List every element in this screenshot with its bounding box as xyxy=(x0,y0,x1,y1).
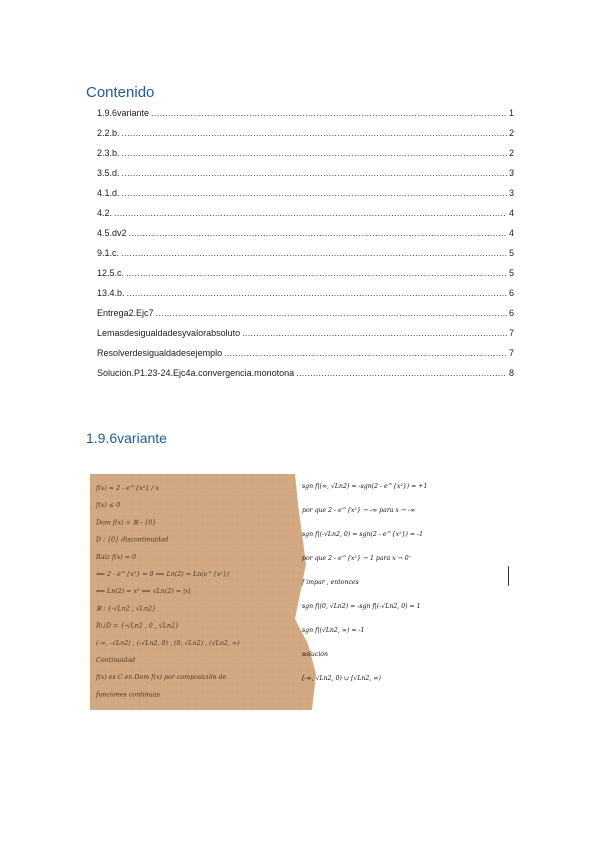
toc-entry-page: 3 xyxy=(508,188,514,198)
handwritten-line: ⟺ Ln(2) = x² ⟺ √Ln(2) = |x| xyxy=(96,588,191,596)
toc-dot-leader xyxy=(224,348,507,358)
handwritten-line: f(x) es C en Dom f(x) por composición de xyxy=(96,674,227,682)
handwritten-line: por que 2 - e^{x²} → -∞ para x → -∞ xyxy=(302,507,416,514)
toc-entry-label: Resolverdesigualdadesejemplo xyxy=(97,348,223,358)
toc-entry-label: 3.5.d. xyxy=(97,168,120,178)
toc-dot-leader xyxy=(126,268,507,278)
toc-dot-leader xyxy=(127,288,507,298)
toc-entry-label: Solución.P1.23-24.Ejc4a.convergencia.monotona xyxy=(97,368,295,378)
toc-entry-page: 8 xyxy=(508,368,514,378)
toc-entry-page: 4 xyxy=(508,228,514,238)
handwritten-line: ⟺ 2 - e^{x²} = 0 ⟺ Ln(2) = Ln(e^{x²}) xyxy=(96,571,230,578)
toc-entry-page: 6 xyxy=(508,308,514,318)
toc-entry-label: 4.5.dv2 xyxy=(97,228,127,238)
toc-entry-page: 5 xyxy=(508,248,514,258)
section-heading: 1.9.6variante xyxy=(86,430,167,446)
handwritten-line: sgn f|(∞, √Ln2) = -sgn(2 - e^{x²}) = +1 xyxy=(302,483,428,490)
handwritten-line: solución xyxy=(302,651,329,658)
toc-entry-label: 2.3.b. xyxy=(97,148,120,158)
handwritten-line: sgn f|(√Ln2, ∞) = -1 xyxy=(302,627,365,634)
toc-entry[interactable] xyxy=(97,288,514,308)
handwritten-line: Raíz f(x) = 0 xyxy=(96,553,137,561)
toc-entry-page: 5 xyxy=(508,268,514,278)
handwritten-line: D : {0} discontinuidad xyxy=(96,536,169,544)
toc-entry[interactable] xyxy=(97,188,514,208)
handwritten-line: R∪D = {-√Ln2 , 0 , √Ln2} xyxy=(96,622,180,630)
toc-entry[interactable] xyxy=(97,348,514,368)
toc-entry-label: 13.4.b. xyxy=(97,288,125,298)
toc-dot-leader xyxy=(151,108,507,118)
handwritten-line: f impar , entonces xyxy=(302,579,359,586)
toc-entry[interactable] xyxy=(97,128,514,148)
handwritten-line: por que 2 - e^{x²} → 1 para x → 0⁻ xyxy=(302,555,412,562)
toc-entry-page: 7 xyxy=(508,348,514,358)
toc-dot-leader xyxy=(129,228,507,238)
toc-entry[interactable] xyxy=(97,328,514,348)
table-of-contents xyxy=(97,108,514,388)
toc-entry[interactable] xyxy=(97,208,514,228)
right-notes xyxy=(301,483,427,682)
toc-entry-label: 4.2. xyxy=(97,208,113,218)
toc-entry-label: Lemasdesigualdadesyvalorabsoluto xyxy=(97,328,241,338)
toc-entry[interactable] xyxy=(97,228,514,248)
handwritten-line: sgn f|(-√Ln2, 0) = sgn(2 - e^{x²}) = -1 xyxy=(302,531,424,538)
toc-dot-leader xyxy=(122,168,507,178)
toc-dot-leader xyxy=(122,128,507,138)
toc-dot-leader xyxy=(156,308,507,318)
handwritten-line: Dom f(x) = ℝ - {0} xyxy=(96,519,157,527)
toc-entry-page: 7 xyxy=(508,328,514,338)
toc-entry-label: 1.9.6variante xyxy=(97,108,150,118)
toc-entry-page: 2 xyxy=(508,128,514,138)
margin-line xyxy=(508,566,509,586)
toc-entry[interactable] xyxy=(97,368,514,388)
toc-entry[interactable] xyxy=(97,268,514,288)
toc-entry[interactable] xyxy=(97,168,514,188)
toc-entry[interactable] xyxy=(97,308,514,328)
handwritten-line: ℝ : {-√Ln2 , √Ln2} xyxy=(96,605,157,613)
toc-dot-leader xyxy=(121,248,507,258)
toc-dot-leader xyxy=(122,188,507,198)
toc-entry-label: Entrega2.Ejc7 xyxy=(97,308,154,318)
toc-entry[interactable] xyxy=(97,148,514,168)
handwritten-line: Continuidad xyxy=(96,657,136,664)
toc-entry-label: 2.2.b. xyxy=(97,128,120,138)
toc-entry-label: 12.5.c. xyxy=(97,268,125,278)
handwritten-line: f(x) = 2 - e^{x²} / x xyxy=(96,485,159,492)
toc-entry-page: 2 xyxy=(508,148,514,158)
handwritten-line: funciones continuas xyxy=(96,691,160,699)
toc-entry[interactable] xyxy=(97,108,514,128)
toc-title: Contenido xyxy=(86,84,155,101)
toc-entry[interactable] xyxy=(97,248,514,268)
toc-entry-label: 4.1.d. xyxy=(97,188,120,198)
toc-dot-leader xyxy=(296,368,507,378)
toc-entry-page: 4 xyxy=(508,208,514,218)
toc-entry-label: 9.1.c. xyxy=(97,248,120,258)
handwritten-line: (-∞, -√Ln2) , (-√Ln2, 0) , (0, √Ln2) , (√Ln2, ∞) xyxy=(96,639,240,647)
toc-entry-page: 6 xyxy=(508,288,514,298)
toc-entry-page: 3 xyxy=(508,168,514,178)
handwritten-line: [-∞, √Ln2, 0) ∪ [√Ln2, ∞) xyxy=(302,675,381,682)
handwritten-notes-photo xyxy=(90,474,510,710)
toc-dot-leader xyxy=(114,208,507,218)
handwritten-line: f(x) ≤ 0 xyxy=(96,502,121,510)
toc-entry-page: 1 xyxy=(508,108,514,118)
handwritten-line: sgn f|(0, √Ln2) = -sgn f|(-√Ln2, 0) = 1 xyxy=(302,603,421,610)
toc-dot-leader xyxy=(122,148,507,158)
toc-dot-leader xyxy=(242,328,507,338)
